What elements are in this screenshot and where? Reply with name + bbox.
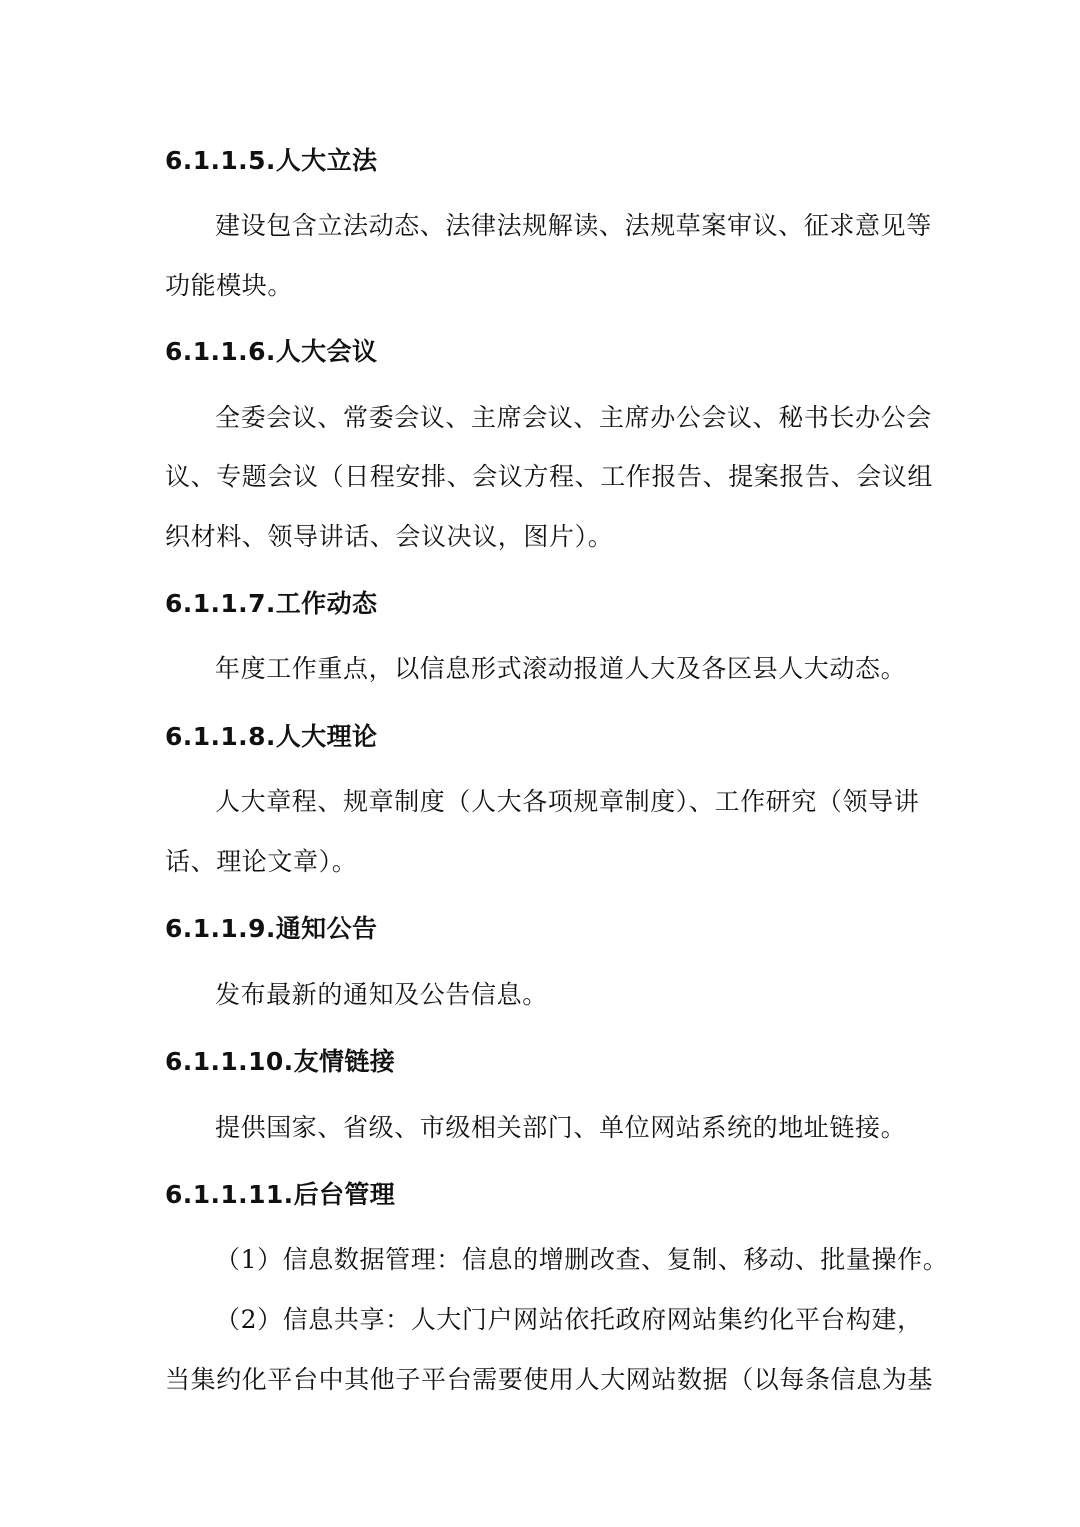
section-heading-legislation: 6.1.1.5.人大立法 (165, 146, 378, 175)
paragraph-line: 话、理论文章）。 (165, 847, 358, 876)
paragraph-line: 功能模块。 (165, 271, 294, 300)
section-heading-notices: 6.1.1.9.通知公告 (165, 914, 378, 943)
section-heading-work-updates: 6.1.1.7.工作动态 (165, 589, 378, 618)
paragraph-line: 议、专题会议（日程安排、会议方程、工作报告、提案报告、会议组 (165, 462, 934, 491)
paragraph-line: 提供国家、省级、市级相关部门、单位网站系统的地址链接。 (215, 1113, 907, 1142)
section-heading-theory: 6.1.1.8.人大理论 (165, 722, 378, 751)
paragraph-line: 发布最新的通知及公告信息。 (215, 980, 548, 1009)
paragraph-line: 建设包含立法动态、法律法规解读、法规草案审议、征求意见等 (215, 211, 932, 240)
paragraph-line: 织材料、领导讲话、会议决议，图片）。 (165, 522, 614, 551)
paragraph-line: 年度工作重点，以信息形式滚动报道人大及各区县人大动态。 (215, 654, 907, 683)
paragraph-line: 全委会议、常委会议、主席会议、主席办公会议、秘书长办公会 (215, 403, 932, 432)
section-heading-admin: 6.1.1.11.后台管理 (165, 1180, 396, 1209)
paragraph-line: 人大章程、规章制度（人大各项规章制度）、工作研究（领导讲 (215, 787, 920, 816)
paragraph-line: （1）信息数据管理：信息的增删改查、复制、移动、批量操作。 (215, 1245, 949, 1274)
paragraph-line: （2）信息共享：人大门户网站依托政府网站集约化平台构建， (215, 1305, 923, 1334)
paragraph-line: 当集约化平台中其他子平台需要使用人大网站数据（以每条信息为基 (165, 1365, 934, 1394)
section-heading-meetings: 6.1.1.6.人大会议 (165, 337, 378, 366)
section-heading-links: 6.1.1.10.友情链接 (165, 1047, 396, 1076)
